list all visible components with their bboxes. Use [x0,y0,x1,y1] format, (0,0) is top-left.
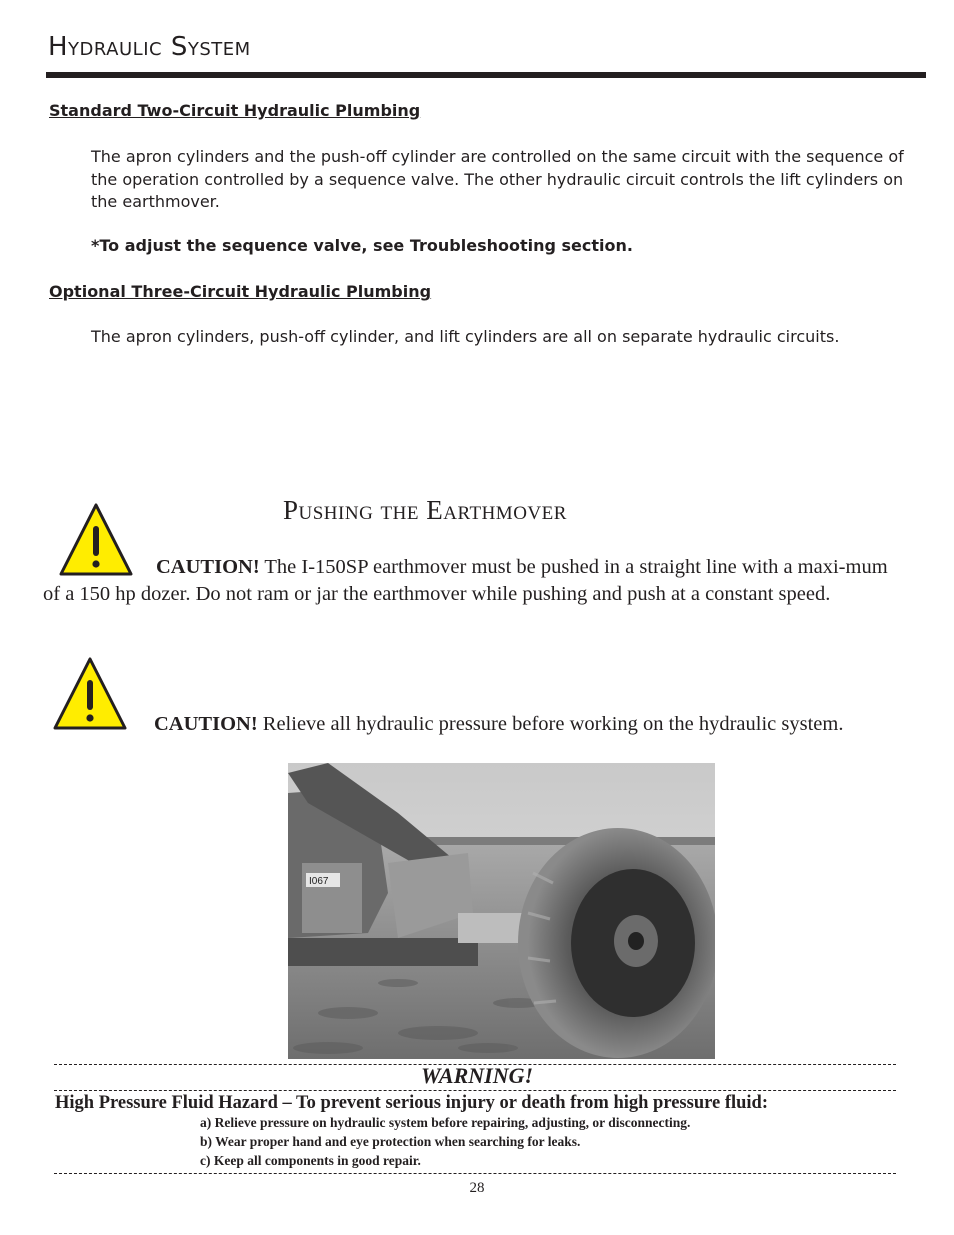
caution-label: CAUTION! [154,713,258,735]
sequence-valve-note: *To adjust the sequence valve, see Troubleshooting section. [91,236,633,255]
pushing-title: Pushing the Earthmover [283,495,567,525]
three-circuit-body: The apron cylinders, push-off cylinder, and lift cylinders are all on separate hydraulic circuits. [91,327,840,346]
dashed-divider [54,1173,896,1174]
three-circuit-heading: Optional Three-Circuit Hydraulic Plumbing [49,282,432,301]
caution-hydraulic [154,711,843,738]
hazard-statement: High Pressure Fluid Hazard – To prevent serious injury or death from high pressure fluid: [55,1093,768,1113]
caution-hydraulic-text: Relieve all hydraulic pressure before working on the hydraulic system. [257,713,844,735]
two-circuit-heading: Standard Two-Circuit Hydraulic Plumbing [49,101,421,120]
earthmover-photo [288,763,715,1059]
page-number: 28 [469,1180,485,1196]
caution-pushing [43,554,893,607]
warning-triangle-icon [52,656,128,731]
hazard-item: b) Wear proper hand and eye protection when searching for leaks. [200,1134,581,1149]
title-rule [46,72,926,78]
hazard-item: c) Keep all components in good repair. [200,1153,421,1168]
warning-title: WARNING! [420,1063,534,1088]
machine-label: I067 [309,876,329,887]
caution-pushing-text: The I-150SP earthmover must be pushed in a straight line with a maxi-mum of a 150 hp dozer. Do not ram or jar the earthmover while pushing and push at a constant speed. [43,556,888,605]
section-title: Hydraulic System [48,32,251,62]
two-circuit-body: The apron cylinders and the push-off cylinder are controlled on the same circuit with the sequence of the operation controlled by a sequence valve. The other hydraulic circuit controls the lift cylinders on the earthmover. [91,147,904,211]
caution-label: CAUTION! [156,556,260,578]
hazard-item: a) Relieve pressure on hydraulic system before repairing, adjusting, or disconnecting. [200,1115,691,1130]
